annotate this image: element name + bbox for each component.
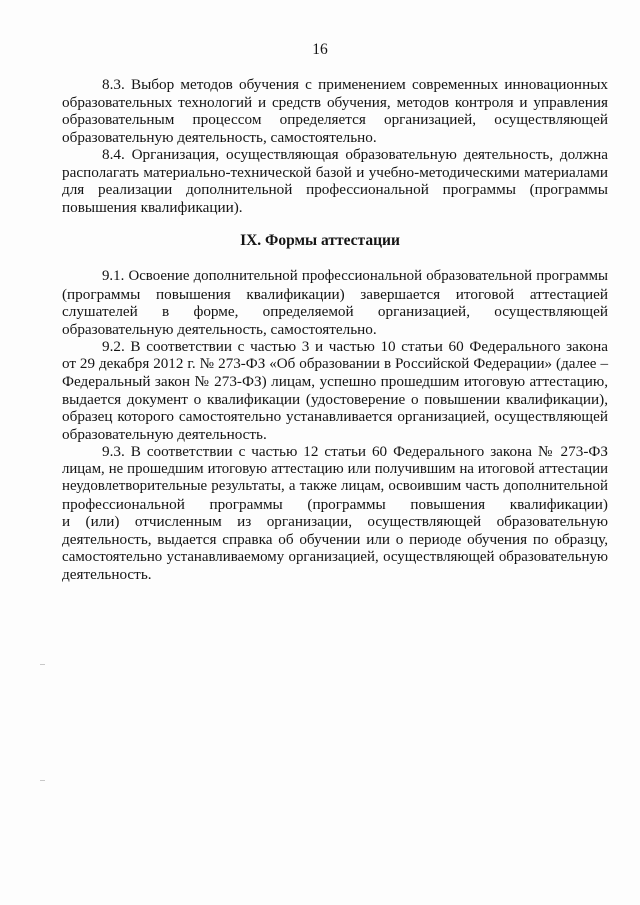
text-line: выдается документ о квалификации (удостоверение о повышении квалификации), bbox=[62, 390, 608, 408]
text-line: деятельность, выдается справка об обучении или о периоде обучения по образцу, bbox=[62, 530, 608, 548]
text-line: самостоятельно устанавливаемому организацией, осуществляющей образовательную bbox=[62, 548, 608, 565]
text-line: образовательным процессом определяется организацией, осуществляющей bbox=[62, 111, 608, 129]
text-line: 8.3. Выбор методов обучения с применением современных инновационных bbox=[102, 76, 608, 93]
text-line: 9.1. Освоение дополнительной профессиональной образовательной программы bbox=[102, 268, 608, 284]
text-line: повышения квалификации). bbox=[62, 198, 243, 216]
text-line: 9.2. В соответствии с частью 3 и частью 10 статьи 60 Федерального закона bbox=[102, 338, 608, 355]
text-line: для реализации дополнительной профессиональной программы (программы bbox=[62, 181, 608, 199]
text-line: образец которого самостоятельно устанавливается организацией, осуществляющей bbox=[62, 408, 608, 426]
text-line: и (или) отчисленным из организации, осуществляющей образовательную bbox=[62, 513, 608, 531]
paragraph-8-3 bbox=[62, 76, 608, 146]
text-line: 8.4. Организация, осуществляющая образовательную деятельность, должна bbox=[102, 146, 608, 163]
text-line: Федеральный закон № 273-ФЗ) лицам, успешно прошедшим итоговую аттестацию, bbox=[62, 373, 608, 391]
text-line: образовательную деятельность, самостоятельно. bbox=[62, 320, 377, 338]
text-line: образовательных технологий и средств обучения, методов контроля и управления bbox=[62, 93, 608, 111]
scan-mark bbox=[40, 780, 45, 781]
text-line: (программы повышения квалификации) завершается итоговой аттестацией bbox=[62, 285, 608, 303]
text-line: слушателей в форме, определяемой организацией, осуществляющей bbox=[62, 303, 608, 321]
text-line: образовательную деятельность, самостоятельно. bbox=[62, 128, 377, 146]
text-line: лицам, не прошедшим итоговую аттестацию или получившим на итоговой аттестации bbox=[62, 460, 608, 477]
paragraph-9-3 bbox=[62, 443, 608, 584]
text-line: от 29 декабря 2012 г. № 273-ФЗ «Об образовании в Российской Федерации» (далее – bbox=[62, 355, 608, 372]
text-line: располагать материально-технической базой и учебно-методическими материалами bbox=[62, 163, 608, 181]
page-number: 16 bbox=[312, 41, 328, 58]
text-line: неудовлетворительные результаты, а также лицам, освоившим часть дополнительной bbox=[62, 478, 608, 495]
scan-mark bbox=[40, 664, 45, 665]
text-line: 9.3. В соответствии с частью 12 статьи 60 Федерального закона № 273-ФЗ bbox=[102, 443, 608, 460]
section-heading: IX. Формы аттестации bbox=[240, 232, 400, 249]
text-line: деятельность. bbox=[62, 566, 152, 584]
text-line: образовательную деятельность. bbox=[62, 425, 267, 443]
paragraph-9-1 bbox=[62, 268, 608, 338]
paragraph-9-2 bbox=[62, 338, 608, 444]
paragraph-8-4 bbox=[62, 146, 608, 216]
text-line: профессиональной программы (программы повышения квалификации) bbox=[62, 495, 608, 513]
